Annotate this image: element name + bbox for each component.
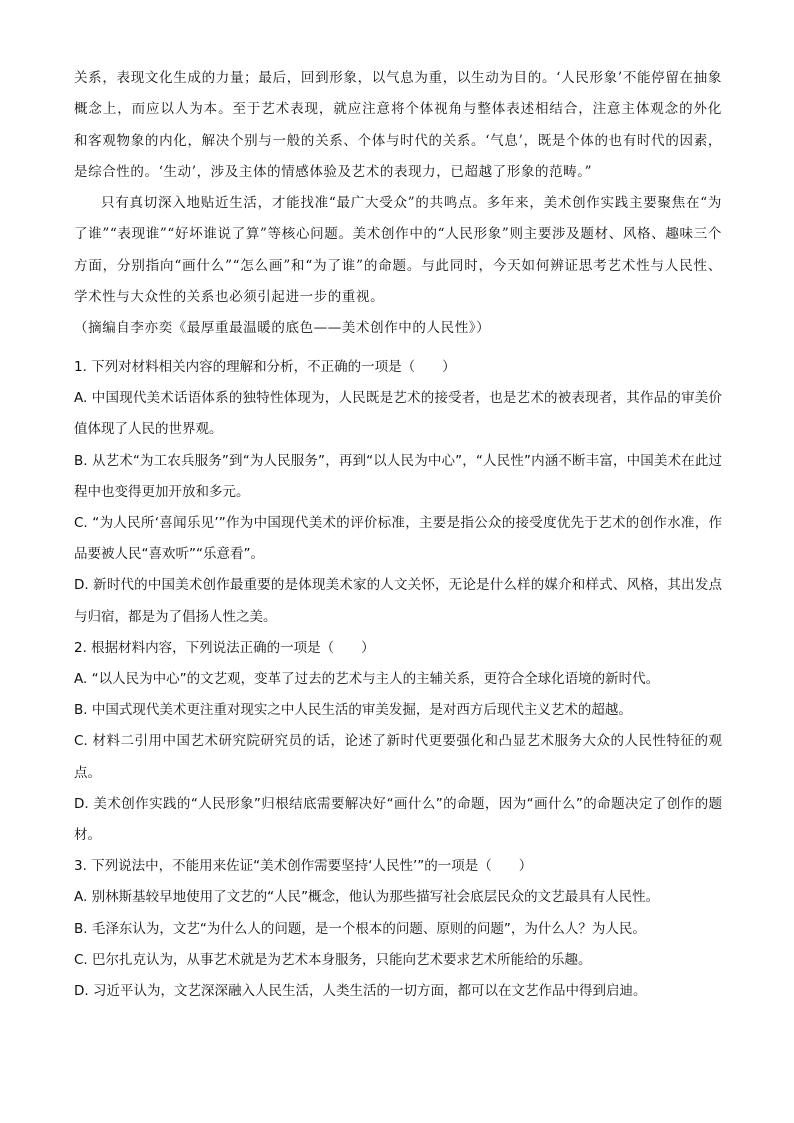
reading-passage: [74, 63, 722, 345]
question-2-option-b: B. 中国式现代美术更注重对现实之中人民生活的审美发掘，是对西方后现代主义艺术的超越。: [74, 702, 632, 719]
question-2-option-c: C. 材料二引用中国艺术研究院研究员的话，论述了新时代更要强化和凸显艺术服务大众的人民性特征的观点。: [74, 733, 722, 781]
passage-paragraph-1: 关系，表现文化生成的力量；最后，回到形象，以气息为重，以生动为目的。‘人民形象’不能停留在抽象概念上，而应以人为本。至于艺术表现，就应注意将个体视角与整体表述相结合，注意主体观念的外化和客观物象的内化，解决个别与一般的关系、个体与时代的关系。‘气息’，既是个体的也有时代的因素，是综合性的。‘生动’，涉及主体的情感体验及艺术的表现力，已超越了形象的范畴。”: [74, 70, 722, 180]
passage-paragraph-2: 只有真切深入地贴近生活，才能找准“最广大受众”的共鸣点。多年来，美术创作实践主要聚焦在“为了谁”“表现谁”“好坏谁说了算”等核心问题。美术创作中的“人民形象”则主要涉及题材、风格、趣味三个方面，分别指向“画什么”“怎么画”和“为了谁”的命题。与此同时，今天如何辨证思考艺术性与人民性、学术性与大众性的关系也必须引起进一步的重视。: [74, 195, 722, 306]
question-2: [74, 633, 722, 851]
question-1-option-a: A. 中国现代美术话语体系的独特性体现为，人民既是艺术的接受者，也是艺术的被表现者，其作品的审美价值体现了人民的世界观。: [74, 390, 722, 438]
question-1: [74, 352, 722, 633]
question-2-stem: 2. 根据材料内容，下列说法正确的一项是（ ）: [74, 639, 375, 656]
questions-section: [74, 352, 722, 1007]
question-1-option-c: C. “为人民所‘喜闻乐见’”作为中国现代美术的评价标准，主要是指公众的接受度优先于艺术的创作水准，作品要被人民“喜欢听”“乐意看”。: [74, 515, 722, 563]
question-3-option-b: B. 毛泽东认为，文艺“为什么人的问题，是一个根本的问题、原则的问题”，为什么人？为人民。: [74, 920, 646, 937]
question-1-option-b: B. 从艺术“为工农兵服务”到“为人民服务”，再到“以人民为中心”，“人民性”内涵不断丰富，中国美术在此过程中也变得更加开放和多元。: [74, 452, 722, 500]
question-1-option-d: D. 新时代的中国美术创作最重要的是体现美术家的人文关怀，无论是什么样的媒介和样式、风格，其出发点与归宿，都是为了倡扬人性之美。: [74, 577, 722, 625]
passage-source-citation: （摘编自李亦奕《最厚重最温暖的底色——美术创作中的人民性》）: [74, 320, 491, 337]
question-2-option-d: D. 美术创作实践的“人民形象”归根结底需要解决好“画什么”的命题，因为“画什么”的命题决定了创作的题材。: [74, 795, 722, 844]
question-3: [74, 851, 722, 1007]
question-3-option-a: A. 别林斯基较早地使用了文艺的“人民”概念，他认为那些描写社会底层民众的文艺最具有人民性。: [74, 889, 660, 906]
question-3-option-d: D. 习近平认为，文艺深深融入人民生活，人类生活的一切方面，都可以在文艺作品中得到启迪。: [74, 983, 647, 1000]
question-3-option-c: C. 巴尔扎克认为，从事艺术就是为艺术本身服务，只能向艺术要求艺术所能给的乐趣。: [74, 951, 592, 968]
question-1-stem: 1. 下列对材料相关内容的理解和分析，不正确的一项是（ ）: [74, 359, 456, 375]
question-2-option-a: A. “以人民为中心”的文艺观，变革了过去的艺术与主人的主辅关系，更符合全球化语境的新时代。: [74, 671, 660, 688]
question-3-stem: 3. 下列说法中，不能用来佐证“美术创作需要坚持‘人民性’”的一项是（ ）: [74, 858, 533, 875]
